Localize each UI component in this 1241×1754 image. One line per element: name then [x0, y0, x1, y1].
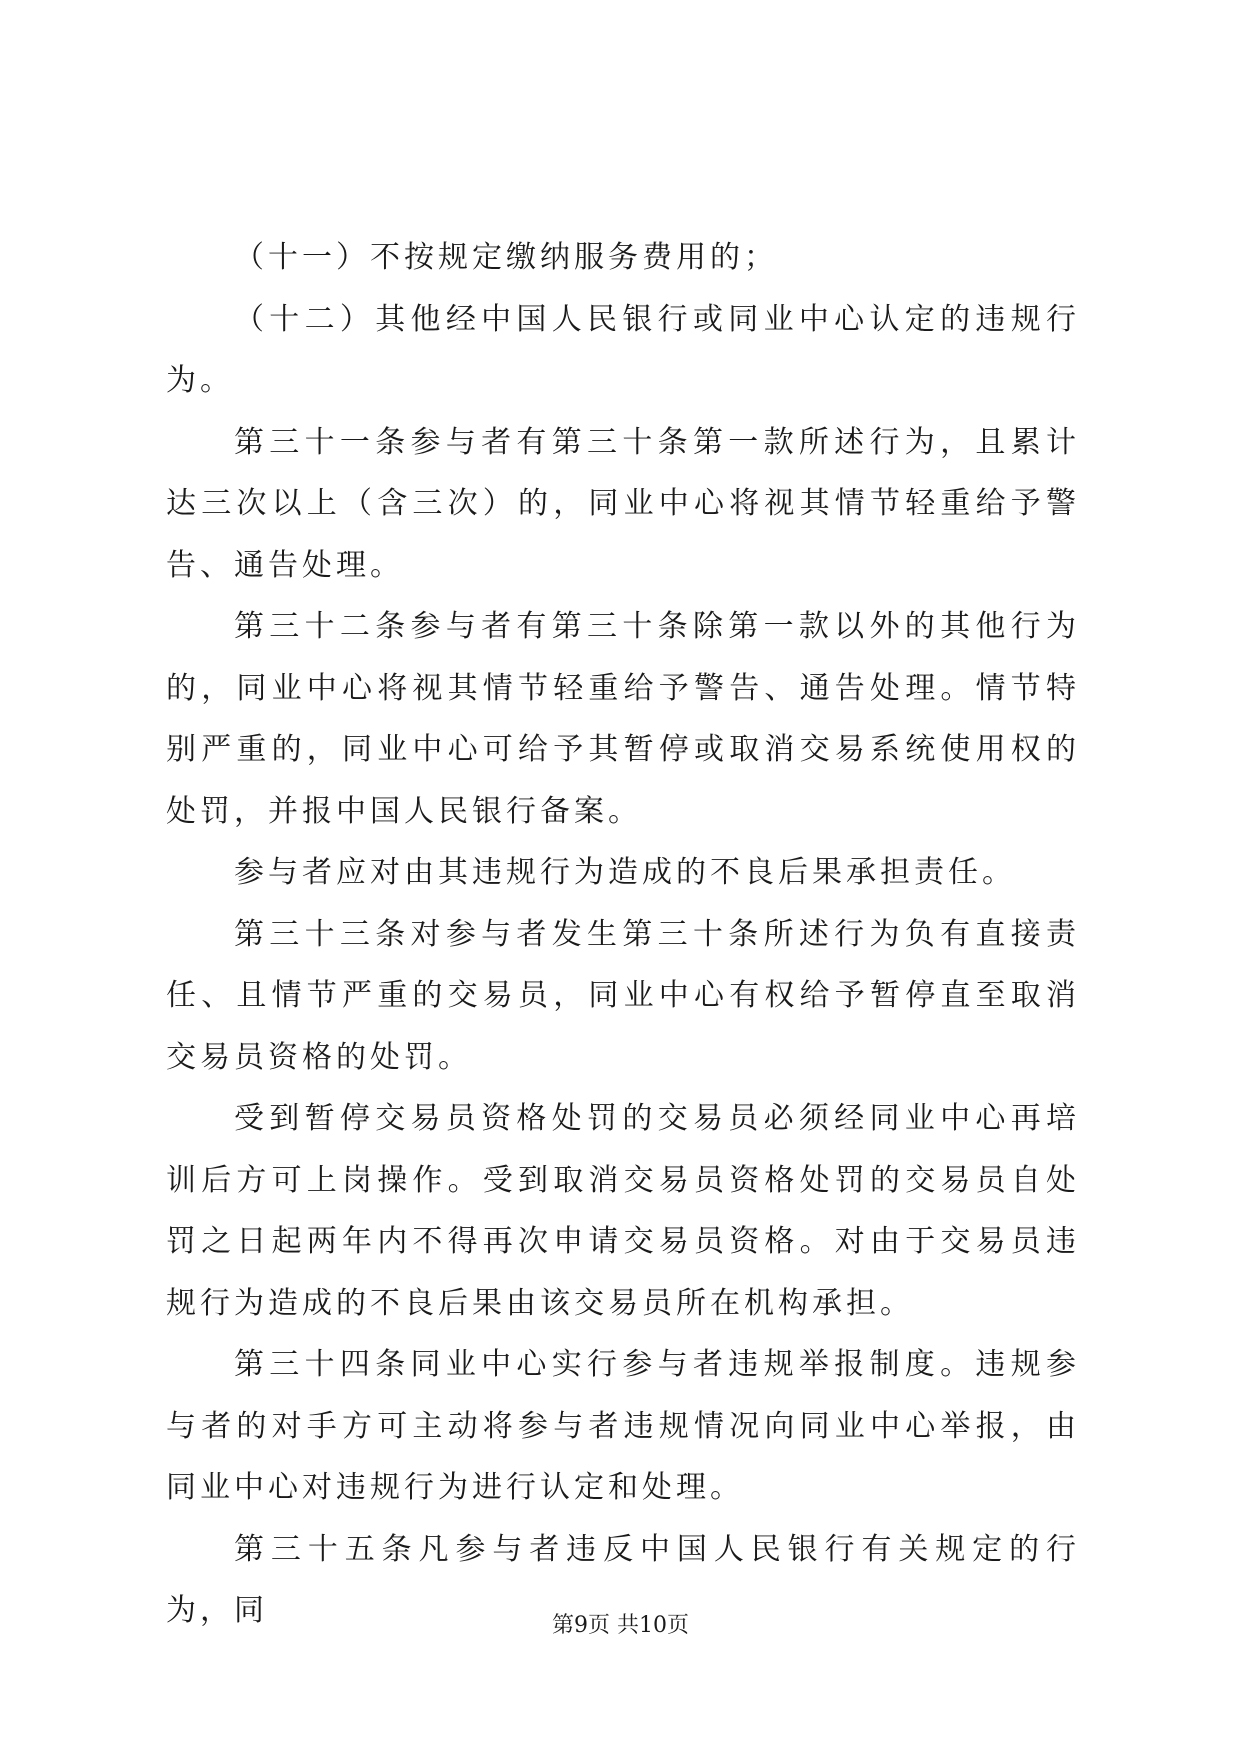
paragraph-article-31: 第三十一条参与者有第三十条第一款所述行为，且累计达三次以上（含三次）的，同业中心将视其情节轻重给予警告、通告处理。: [166, 424, 1080, 583]
paragraph-item-12: （十二）其他经中国人民银行或同业中心认定的违规行为。: [166, 301, 1080, 398]
paragraph-item-11: （十一）不按规定缴纳服务费用的；: [234, 240, 778, 275]
document-body: [166, 227, 1080, 1642]
paragraph-article-35: 第三十五条凡参与者违反中国人民银行有关规定的行为，同: [166, 1531, 1080, 1628]
page-footer: 第9页 共10页: [552, 1613, 689, 1638]
paragraph-liability: 参与者应对由其违规行为造成的不良后果承担责任。: [234, 855, 1016, 890]
paragraph-trader-suspension: 受到暂停交易员资格处罚的交易员必须经同业中心再培训后方可上岗操作。受到取消交易员资格处罚的交易员自处罚之日起两年内不得再次申请交易员资格。对由于交易员违规行为造成的不良后果由该交易员所在机构承担。: [166, 1101, 1080, 1321]
paragraph-article-32: 第三十二条参与者有第三十条除第一款以外的其他行为的，同业中心将视其情节轻重给予警告、通告处理。情节特别严重的，同业中心可给予其暂停或取消交易系统使用权的处罚，并报中国人民银行备案。: [166, 609, 1080, 829]
paragraph-article-34: 第三十四条同业中心实行参与者违规举报制度。违规参与者的对手方可主动将参与者违规情况向同业中心举报，由同业中心对违规行为进行认定和处理。: [166, 1347, 1080, 1505]
paragraph-article-33: 第三十三条对参与者发生第三十条所述行为负有直接责任、且情节严重的交易员，同业中心有权给予暂停直至取消交易员资格的处罚。: [166, 916, 1080, 1075]
